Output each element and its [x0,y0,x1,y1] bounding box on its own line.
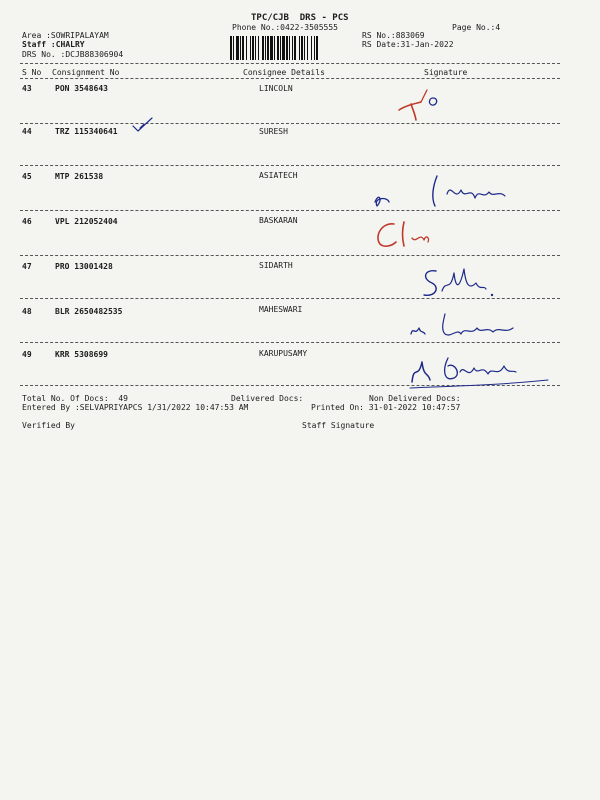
barcode-bar [318,36,319,60]
col-header-consignee: Consignee Details [243,68,325,77]
row-divider [20,255,560,256]
row-consignment: PRO 13001428 [55,262,113,271]
row-divider [20,342,560,343]
row-sno: 47 [22,262,32,271]
row-consignee: MAHESWARI [259,305,303,314]
col-header-sno: S No [22,68,42,77]
col-header-consignment: Consignment No [52,68,120,77]
row-consignee: ASIATECH [259,171,298,180]
area-field: Area :SOWRIPALAYAM [22,31,109,40]
verified-by: Verified By [22,421,75,430]
row-consignment: KRR 5308699 [55,350,108,359]
total-docs: Total No. Of Docs: 49 [22,394,128,403]
rs-date: RS Date:31-Jan-2022 [362,40,454,49]
row-sno: 43 [22,84,32,93]
row-sno: 44 [22,127,32,136]
delivered-docs: Delivered Docs: [231,394,304,403]
page-number: Page No.:4 [452,23,501,32]
staff-field: Staff :CHALRY [22,40,85,49]
row-divider [20,123,560,124]
row-consignment: BLR 2650482535 [55,307,123,316]
signature-row-48 [405,310,525,342]
document-title: TPC/CJB DRS - PCS [251,13,349,23]
signature-mark-row-43 [395,88,455,122]
signature-row-46 [372,218,432,250]
row-consignment: PON 3548643 [55,84,108,93]
staff-signature-label: Staff Signature [302,421,375,430]
row-consignee: SURESH [259,127,288,136]
row-consignment: TRZ 115340641 [55,127,118,136]
row-consignee: KARUPUSAMY [259,349,308,358]
signature-scribble-line [408,376,558,398]
barcode [230,36,359,60]
phone-number: Phone No.:0422-3505555 [232,23,338,32]
printed-on: Printed On: 31-01-2022 10:47:57 [311,403,461,412]
row-consignment: MTP 261538 [55,172,104,181]
row-divider [20,165,560,166]
entered-by: Entered By :SELVAPRIYAPCS 1/31/2022 10:47:53 AM [22,403,249,412]
row-consignment: VPL 212052404 [55,217,118,226]
col-header-signature: Signature [424,68,468,77]
row-consignee: LINCOLN [259,84,293,93]
row-sno: 48 [22,307,32,316]
signature-row-47 [420,265,500,301]
rs-number: RS No.:883069 [362,31,425,40]
divider [20,78,560,79]
signature-row-45 [365,172,515,212]
drs-number: DRS No. :DCJB88306904 [22,50,124,59]
divider [20,63,560,64]
row-consignee: BASKARAN [259,216,298,225]
row-sno: 49 [22,350,32,359]
tick-mark-row-44 [130,116,160,134]
row-sno: 46 [22,217,32,226]
row-consignee: SIDARTH [259,261,293,270]
non-delivered-docs: Non Delivered Docs: [369,394,461,403]
row-sno: 45 [22,172,32,181]
